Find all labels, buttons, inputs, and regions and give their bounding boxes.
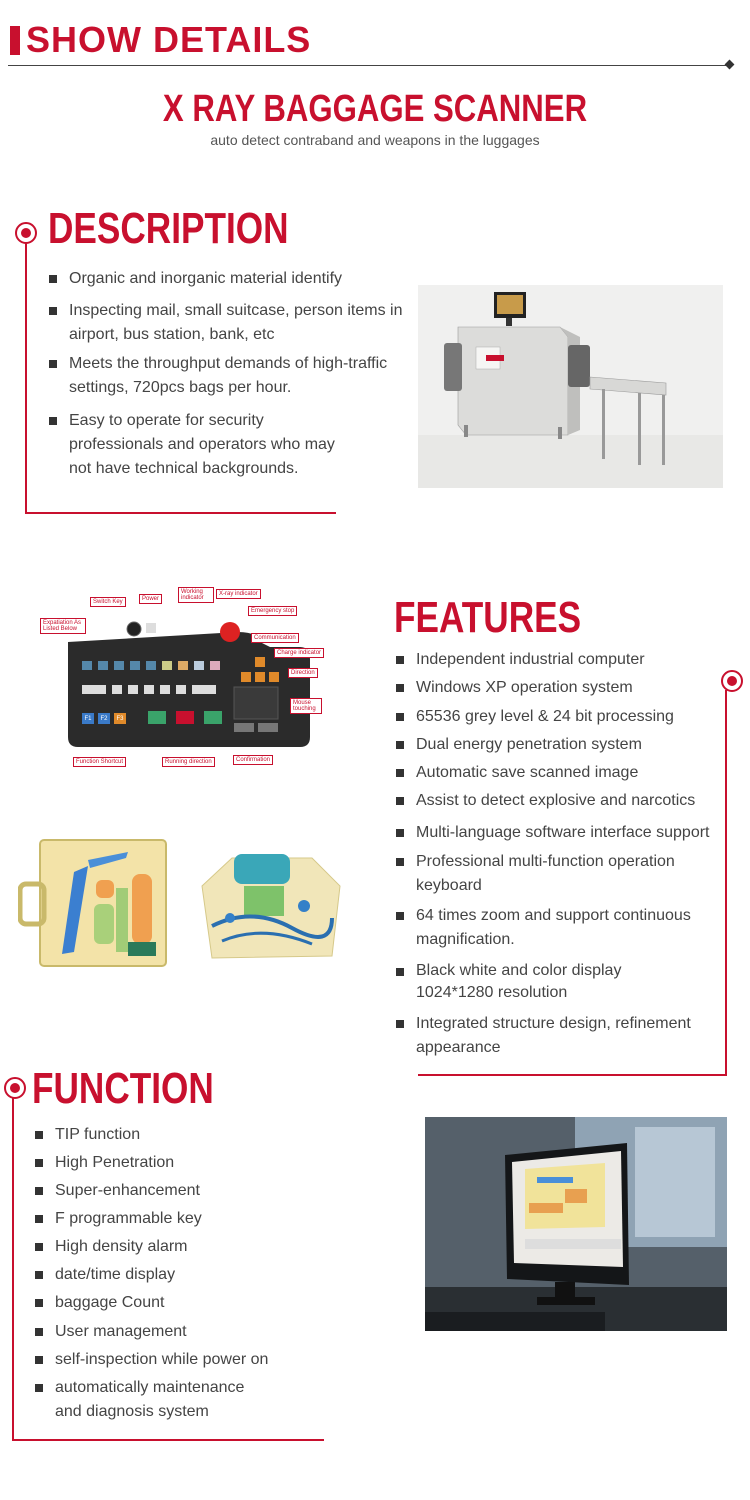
- function-item: self-inspection while power on: [35, 1348, 305, 1372]
- function-title: FUNCTION: [32, 1064, 214, 1113]
- scanner-machine-illustration: [418, 285, 723, 488]
- header-divider: [8, 65, 730, 66]
- f3-key: F3: [116, 716, 124, 722]
- function-item: F programmable key: [35, 1207, 305, 1231]
- feature-item: Black white and color display 1024*1280 resolution: [396, 960, 646, 1004]
- function-item: baggage Count: [35, 1291, 305, 1315]
- scanner-machine-photo: [418, 285, 723, 488]
- keyboard-diagram: [38, 587, 333, 772]
- function-item: Super-enhancement: [35, 1179, 305, 1203]
- function-target-icon: [4, 1077, 26, 1099]
- description-item: Easy to operate for security professionals and operators who may not have technical backgrounds.: [49, 409, 344, 481]
- feature-item: Integrated structure design, refinement appearance: [396, 1012, 726, 1060]
- keyboard-label: Function Shortcut: [73, 757, 126, 767]
- xray-bag-image: [192, 846, 348, 966]
- function-item: User management: [35, 1320, 305, 1344]
- keyboard-label: Direction: [288, 668, 318, 678]
- function-item: High Penetration: [35, 1151, 305, 1175]
- product-subtitle: auto detect contraband and weapons in the luggages: [210, 132, 540, 148]
- xray-suitcase-image: [18, 832, 176, 972]
- keyboard-label: Charge indicator: [274, 648, 324, 658]
- feature-item: Multi-language software interface support: [396, 821, 726, 845]
- feature-item: Assist to detect explosive and narcotics: [396, 789, 726, 813]
- feature-item: Professional multi-function operation keyboard: [396, 850, 716, 898]
- feature-item: 64 times zoom and support continuous magnification.: [396, 904, 726, 952]
- function-list: [35, 1123, 305, 1424]
- features-list: [396, 648, 726, 1060]
- keyboard-label: Power: [139, 594, 162, 604]
- keyboard-label: Confirmation: [233, 755, 273, 765]
- f1-key: F1: [84, 716, 92, 722]
- description-frame-bottom: [25, 512, 336, 514]
- keyboard-label: Communication: [251, 633, 299, 643]
- feature-item: 65536 grey level & 24 bit processing: [396, 705, 726, 729]
- keyboard-label: Emergency stop: [248, 606, 297, 616]
- monitor-illustration: [425, 1117, 727, 1331]
- keyboard-label: Running direction: [162, 757, 215, 767]
- function-frame-bottom: [12, 1439, 324, 1441]
- description-item: Meets the throughput demands of high-traffic settings, 720pcs bags per hour.: [49, 352, 419, 400]
- keyboard-label: Mouse touching: [290, 698, 322, 714]
- description-item: Organic and inorganic material identify: [49, 267, 419, 291]
- features-title: FEATURES: [394, 593, 582, 642]
- f2-key: F2: [100, 716, 108, 722]
- keyboard-label: X-ray indicator: [216, 589, 261, 599]
- keyboard-label: Expatiation As Listed Below: [40, 618, 86, 634]
- header-title: SHOW DETAILS: [26, 19, 312, 60]
- product-title: X RAY BAGGAGE SCANNER: [162, 88, 588, 130]
- description-item: Inspecting mail, small suitcase, person items in airport, bus station, bank, etc: [49, 299, 414, 347]
- description-title: DESCRIPTION: [48, 204, 289, 253]
- features-frame-bottom: [418, 1074, 727, 1076]
- description-frame-left: [25, 242, 27, 514]
- feature-item: Independent industrial computer: [396, 648, 726, 672]
- function-item: date/time display: [35, 1263, 305, 1287]
- description-target-icon: [15, 222, 37, 244]
- xray-bag-illustration: [192, 846, 348, 966]
- header-accent-bar: [10, 26, 20, 55]
- keyboard-label: Working indicator: [178, 587, 214, 603]
- feature-item: Windows XP operation system: [396, 676, 726, 700]
- feature-item: Dual energy penetration system: [396, 733, 726, 757]
- description-list: [49, 267, 419, 481]
- function-item: automatically maintenance and diagnosis system: [35, 1376, 275, 1424]
- function-frame-left: [12, 1097, 14, 1441]
- function-item: TIP function: [35, 1123, 305, 1147]
- function-item: High density alarm: [35, 1235, 305, 1259]
- keyboard-label: Switch Key: [90, 597, 126, 607]
- divider-diamond-icon: [725, 60, 735, 70]
- xray-suitcase-illustration: [18, 832, 176, 972]
- feature-item: Automatic save scanned image: [396, 761, 726, 785]
- monitor-photo: [425, 1117, 727, 1331]
